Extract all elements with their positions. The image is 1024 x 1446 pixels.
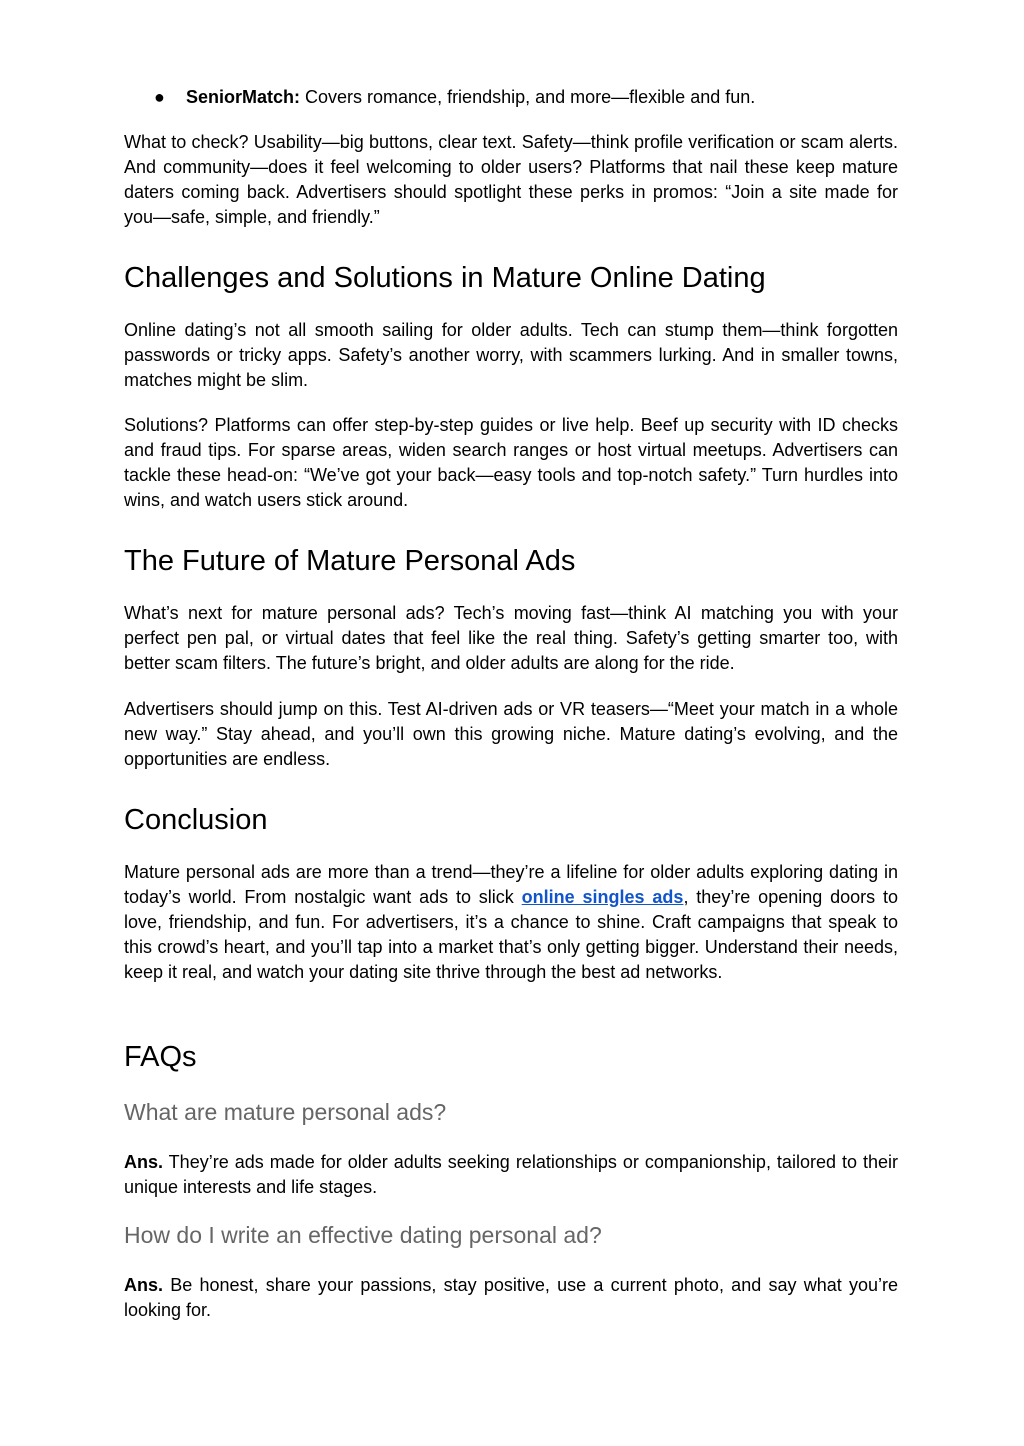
answer-label: Ans.: [124, 1275, 164, 1295]
faq-answer-2: [124, 1273, 898, 1323]
paragraph-challenges-2: Solutions? Platforms can offer step-by-step guides or live help. Beef up security with ID checks and fraud tips. For sparse areas, widen search ranges or host virtual meetups. Advertisers can tackle these head-on: “We’ve got your back—easy tools and top-notch safety.” Turn hurdles into wins, and watch users stick around.: [124, 415, 898, 510]
faq-answer-1: [124, 1150, 898, 1200]
list-item-label: SeniorMatch:: [186, 87, 301, 107]
answer-label: Ans.: [124, 1152, 164, 1172]
paragraph-challenges-1: Online dating’s not all smooth sailing for older adults. Tech can stump them—think forgotten passwords or tricky apps. Safety’s another worry, with scammers lurking. And in smaller towns, matches might be slim.: [124, 320, 898, 390]
faq-question-1: What are mature personal ads?: [124, 1099, 447, 1125]
paragraph-what-to-check: What to check? Usability—big buttons, clear text. Safety—think profile verification or scam alerts. And community—does it feel welcoming to older users? Platforms that nail these keep mature daters coming back. Advertisers should spotlight these perks in promos: “Join a site made for you—safe, simple, and friendly.”: [124, 132, 898, 227]
conclusion-text-before: Mature personal ads are more than a trend—they’re a lifeline for older adults exploring dating in today’s world. From nostalgic want ads to slick: [124, 862, 898, 907]
paragraph-future-2: Advertisers should jump on this. Test AI-driven ads or VR teasers—“Meet your match in a whole new way.” Stay ahead, and you’ll own this growing niche. Mature dating’s evolving, and the opportunities are endless.: [124, 699, 898, 769]
bullet-icon: ●: [154, 87, 165, 107]
answer-text: They’re ads made for older adults seeking relationships or companionship, tailored to their unique interests and life stages.: [124, 1152, 898, 1197]
faq-question-2: How do I write an effective dating personal ad?: [124, 1222, 602, 1248]
heading-faqs: FAQs: [124, 1041, 197, 1073]
paragraph-future-1: What’s next for mature personal ads? Tech’s moving fast—think AI matching you with your perfect pen pal, or virtual dates that feel like the real thing. Safety’s getting smarter too, with better scam filters. The future’s bright, and older adults are along for the ride.: [124, 603, 898, 673]
paragraph-conclusion: [124, 860, 898, 985]
conclusion-text-after: , they’re opening doors to love, friendship, and fun. For advertisers, it’s a chance to shine. Craft campaigns that speak to this crowd’s heart, and you’ll tap into a market that’s only getting bigger. Understand their needs, keep it real, and watch your dating site thrive through the best ad networks.: [124, 887, 898, 982]
answer-text: Be honest, share your passions, stay positive, use a current photo, and say what you’re looking for.: [124, 1275, 898, 1320]
heading-challenges: Challenges and Solutions in Mature Online Dating: [124, 262, 766, 294]
list-item-text: Covers romance, friendship, and more—flexible and fun.: [300, 87, 756, 107]
heading-conclusion: Conclusion: [124, 804, 268, 836]
list-item: [154, 85, 898, 110]
online-singles-ads-link[interactable]: online singles ads: [521, 887, 684, 907]
heading-future: The Future of Mature Personal Ads: [124, 545, 576, 577]
